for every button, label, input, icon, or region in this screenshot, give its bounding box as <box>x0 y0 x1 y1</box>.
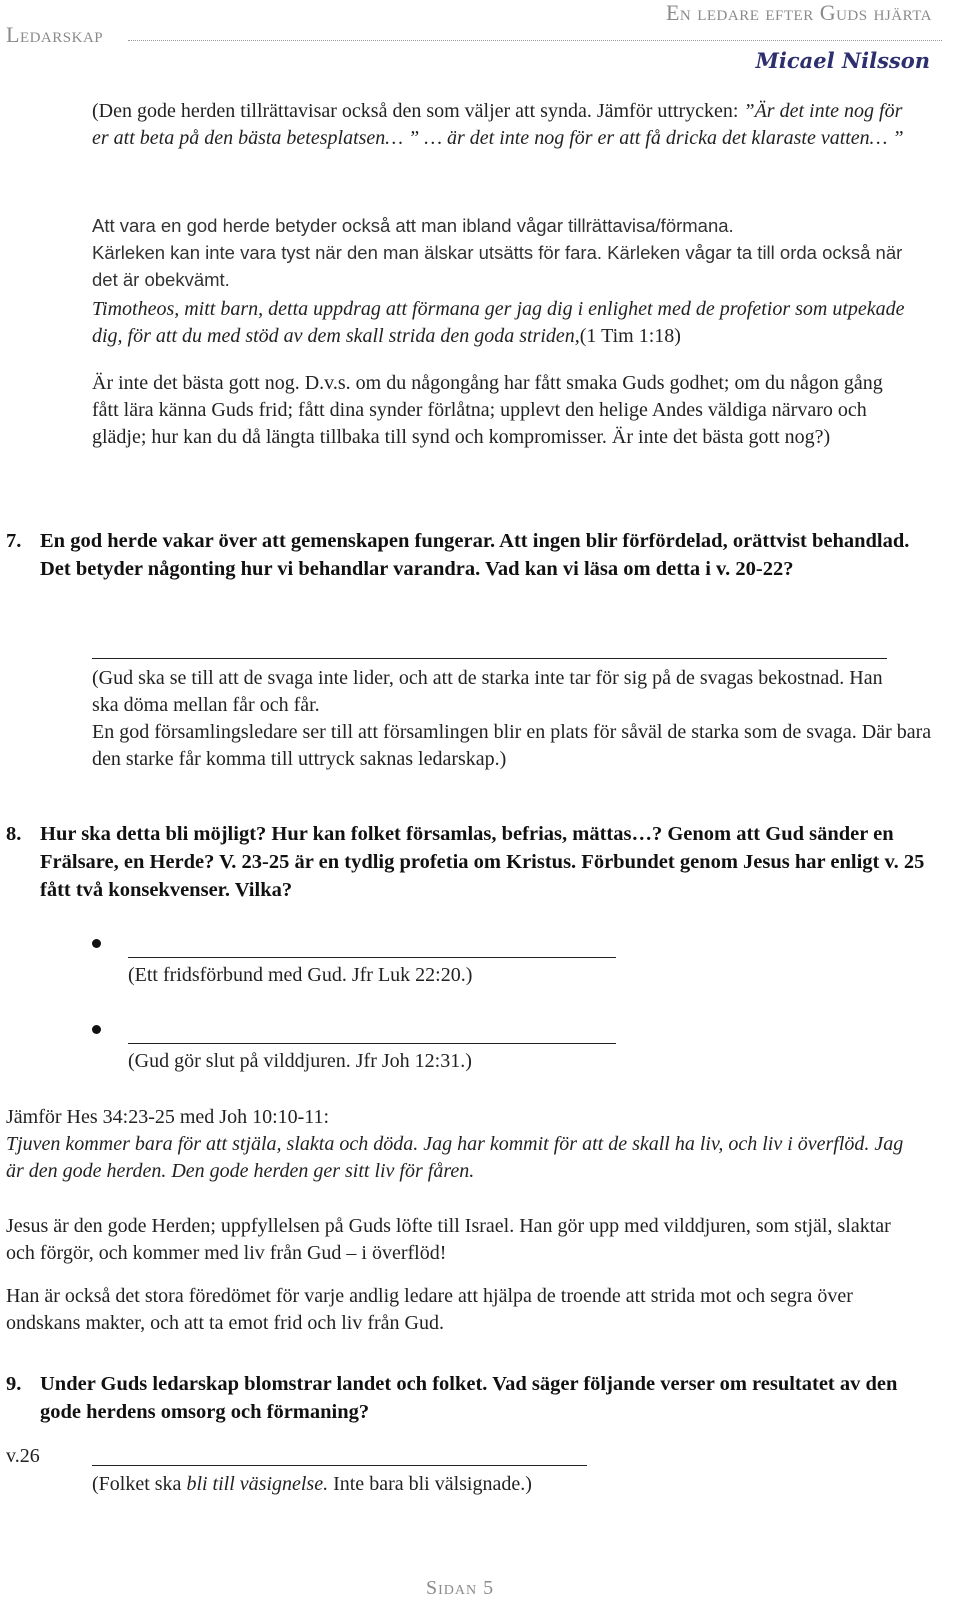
q8-answer-1: (Ett fridsförbund med Gud. Jfr Luk 22:20.) <box>128 964 473 986</box>
question-9-number: 9. <box>6 1373 22 1395</box>
timothy-paragraph <box>92 296 912 350</box>
q9-answer-italic: bli till väsignelse. <box>186 1473 329 1495</box>
q7-answer-2: En god församlingsledare ser till att församlingen blir en plats för såväl de starka som de svaga. Där bara den starke får komma till uttryck saknas ledarskap.) <box>92 721 932 770</box>
compare-heading: Jämför Hes 34:23-25 med Joh 10:10-11: <box>6 1106 330 1128</box>
q9-answer-post: Inte bara bli välsignade.) <box>328 1473 532 1495</box>
question-8-number: 8. <box>6 823 22 845</box>
timothy-ref: (1 Tim 1:18) <box>579 325 681 347</box>
timothy-quote: Timotheos, mitt barn, detta uppdrag att förmana ger jag dig i enlighet med de profetior som utpekade dig, för att du med stöd av dem skall strida den goda striden, <box>92 298 905 347</box>
question-9 <box>6 1370 906 1426</box>
question-8 <box>6 820 931 904</box>
john-quote: Tjuven kommer bara för att stjäla, slakta och döda. Jag har kommit för att de skall ha liv, och liv i överflöd. Jag är den gode herden. Den gode herden ger sitt liv för fåren. <box>6 1133 904 1182</box>
q7-answer-1: (Gud ska se till att de svaga inte lider, och att de starka inte tar för sig på de svagas bekostnad. Han ska döma mellan får och får. <box>92 667 883 716</box>
love-line: Kärleken kan inte vara tyst när den man älskar utsätts för fara. Kärleken vågar ta till orda också när det är obekvämt. <box>92 242 903 290</box>
question-7-text: En god herde vakar över att gemenskapen fungerar. Att ingen blir förfördelad, orättvist behandlad. Det betyder någonting hur vi behandlar varandra. Vad kan vi läsa om detta i v. 20-22? <box>40 530 910 580</box>
herd-quote: ”Är det inte nog för er att beta på den bästa betesplatsen… ” … är det inte nog för er att få dricka det klaraste vatten… ” <box>92 100 904 149</box>
answer-line-q8-2[interactable] <box>128 1043 616 1044</box>
verse-label: v.26 <box>6 1445 40 1467</box>
paren-intro-text: (Den gode herden tillrättavisar också den som väljer att synda. Jämför uttrycken: <box>92 100 744 122</box>
q9-answer-pre: (Folket ska <box>92 1473 187 1495</box>
answer-line-q7[interactable] <box>92 658 887 659</box>
conclusion-paragraph: Är inte det bästa gott nog. D.v.s. om du någongång har fått smaka Guds godhet; om du någon gång fått lära känna Guds frid; fått dina synder förlåtna; upplevt den helige Andes väldiga närvaro och glädje; hur kan du då längta tillbaka till synd och kompromisser. Är inte det bästa gott nog?) <box>92 372 883 448</box>
header-right: En ledare efter Guds hjärta <box>665 0 932 25</box>
question-7 <box>6 527 931 583</box>
header-rule <box>128 40 942 41</box>
answer-line-q9[interactable] <box>92 1465 587 1466</box>
bullet-icon <box>92 939 101 948</box>
answer-line-q8-1[interactable] <box>128 957 616 958</box>
question-7-number: 7. <box>6 530 22 552</box>
paren-intro <box>92 98 912 152</box>
author-name: Micael Nilsson <box>755 48 930 73</box>
rebuke-line: Att vara en god herde betyder också att man ibland vågar tillrättavisa/förmana. <box>92 215 734 236</box>
page-number: Sidan 5 <box>426 1577 495 1599</box>
question-9-text: Under Guds ledarskap blomstrar landet och folket. Vad säger följande verser om resultatet av den gode herdens omsorg och förmaning? <box>40 1373 898 1423</box>
bullet-icon <box>92 1025 101 1034</box>
q8-answer-2: (Gud gör slut på vilddjuren. Jfr Joh 12:31.) <box>128 1050 472 1072</box>
good-shepherd-paragraph: Jesus är den gode Herden; uppfyllelsen på Guds löfte till Israel. Han gör upp med vilddjuren, som stjäl, slaktar och förgör, och kommer med liv från Gud – i överflöd! <box>6 1215 891 1264</box>
question-8-text: Hur ska detta bli möjligt? Hur kan folket församlas, befrias, mättas…? Genom att Gud sänder en Frälsare, en Herde? V. 23-25 är en tydlig profetia om Kristus. Förbundet genom Jesus har enligt v. 25 fått två konsekvenser. Vilka? <box>40 823 925 901</box>
header-left: Ledarskap <box>6 22 104 47</box>
q9-answer <box>92 1471 532 1498</box>
example-paragraph: Han är också det stora föredömet för varje andlig ledare att hjälpa de troende att strida mot och segra över ondskans makter, och att ta emot frid och liv från Gud. <box>6 1285 853 1334</box>
